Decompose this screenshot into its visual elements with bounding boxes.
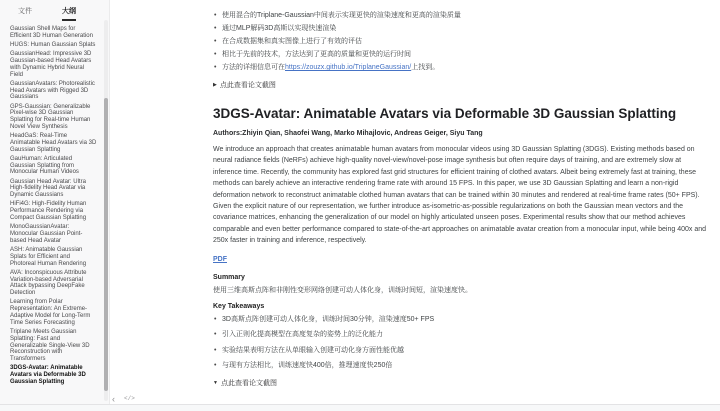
outline-item[interactable]: Triplane Meets Gaussian Splatting: Fast and Generalizable Single-View 3D Reconstruction with Transformers bbox=[10, 328, 90, 363]
sidebar-scrollbar-thumb[interactable] bbox=[104, 98, 108, 391]
paper-authors: Authors:Zhiyin Qian, Shaofei Wang, Marko Mihajlovic, Andreas Geiger, Siyu Tang bbox=[213, 130, 483, 137]
main-content bbox=[111, 0, 720, 404]
outline-item[interactable]: GaussianHead: Impressive 3D Gaussian-based Head Avatars with Dynamic Hybrid Neural Field bbox=[10, 51, 92, 78]
outline-item-active[interactable]: 3DGS-Avatar: Animatable Avatars via Deformable 3D Gaussian Splatting bbox=[10, 365, 86, 385]
bottom-status-strip bbox=[0, 404, 720, 411]
triangle-right-icon: ▶ bbox=[213, 82, 217, 88]
code-icon[interactable]: </> bbox=[124, 395, 135, 402]
outline-item[interactable]: Gaussian Head Avatar: Ultra High-fidelity Head Avatar via Dynamic Gaussians bbox=[10, 178, 86, 199]
summary-text: 使用三维高斯点阵和非刚性变形网络创建可动人体化身，训练时间短，渲染速度快。 bbox=[213, 286, 472, 294]
link-bullet-prefix: 方法的详细信息可在 bbox=[222, 64, 285, 71]
chevron-left-icon[interactable]: ‹ bbox=[112, 393, 115, 404]
link-bullet-suffix: 上找到。 bbox=[411, 64, 440, 71]
outline-item[interactable]: HiFi4G: High-Fidelity Human Performance Rendering via Compact Gaussian Splatting bbox=[10, 201, 87, 222]
triplane-gaussian-link[interactable]: https://zouzx.github.io/TriplaneGaussian/ bbox=[285, 64, 412, 71]
screenshots-toggle-collapsed[interactable] bbox=[213, 80, 710, 90]
takeaway-item: • 引入正则化提高模型在高度复杂的姿势上的泛化能力 bbox=[213, 331, 710, 339]
takeaway-item: • 3D高斯点阵创建可动人体化身，训练时间30分钟，渲染速度50+ FPS bbox=[213, 316, 710, 324]
bullet-item: • 使用混合的Triplane-Gaussian中间表示实现更快的渲染速度和更高的渲染质量 bbox=[213, 9, 710, 22]
screenshots-toggle-label: 点此查看论文截图 bbox=[220, 379, 277, 387]
sidebar-scrollbar[interactable] bbox=[104, 20, 108, 401]
outline-item[interactable]: GaussianAvatars: Photorealistic Head Avatars with Rigged 3D Gaussians bbox=[10, 80, 95, 101]
previous-paper-bullets bbox=[213, 9, 710, 74]
bullet-item: • 相比于先前的技术，方法达到了更高的质量和更快的运行时间 bbox=[213, 48, 710, 61]
bullet-item-with-link bbox=[213, 61, 710, 74]
footer-toolbar bbox=[112, 395, 135, 402]
outline-item[interactable]: GPS-Gaussian: Generalizable Pixel-wise 3D Gaussian Splatting for Real-time Human Novel View Synthesis bbox=[10, 103, 91, 130]
key-takeaways-heading: Key Takeaways bbox=[213, 302, 265, 310]
outline-item[interactable]: HeadGaS: Real-Time Animatable Head Avatars via 3D Gaussian Splatting bbox=[10, 133, 97, 153]
outline-item[interactable]: MonoGaussianAvatar: Monocular Gaussian Point-based Head Avatar bbox=[10, 224, 83, 244]
outline-item[interactable]: AVA: Inconspicuous Attribute Variation-based Adversarial Attack bypassing DeepFake Detection bbox=[10, 269, 87, 297]
tab-outline[interactable]: 大纲 bbox=[62, 6, 76, 21]
outline-item[interactable]: Learning from Polar Representation: An Extreme-Adaptive Model for Long-Term Time Series Forecasting bbox=[10, 299, 91, 326]
paper-abstract: We introduce an approach that creates animatable human avatars from monocular videos using 3D Gaussian Splatting (3DGS). Existing methods based on neural radiance fields (NeRFs) achieve high-quality novel-view/novel-pose image synthesis but often require days of training, and are extremely slow at inference time. Recently, the community has explored fast grid structures for efficient training of clothed avatars. Albeit being extremely fast at training, these methods can barely achieve an interactive rendering frame rate with around 15 FPS. In this paper, we use 3D Gaussian Splatting and learn a non-rigid deformation network to reconstruct animatable clothed human avatars that can be trained within 30 minutes and rendered at real-time frame rates (50+ FPS). Given the explicit nature of our representation, we further introduce as-isometric-as-possible regularizations on both the Gaussian mean vectors and the covariance matrices, enhancing the generalization of our model on highly articulated unseen poses. Experimental results show that our method achieves comparable and even better performance compared to state-of-the-art approaches on animatable avatar creation from a monocular input, while being 400x and 250x faster in training and inference, respectively. bbox=[213, 146, 707, 245]
takeaway-item: • 实验结果表明方法在从单眼输入创建可动化身方面性能优越 bbox=[213, 347, 710, 355]
summary-heading: Summary bbox=[213, 273, 245, 281]
screenshots-toggle-expanded[interactable] bbox=[213, 378, 710, 388]
bullet-item: • 通过MLP解码3D高斯以实现快速渲染 bbox=[213, 22, 710, 35]
screenshots-toggle-label: 点此查看论文截图 bbox=[219, 82, 276, 89]
outline-item[interactable]: GauHuman: Articulated Gaussian Splatting from Monocular Human Videos bbox=[10, 155, 79, 176]
triangle-down-icon: ▼ bbox=[213, 379, 218, 386]
tab-files[interactable]: 文件 bbox=[18, 8, 32, 15]
sidebar-tabs bbox=[0, 0, 109, 21]
outline-list bbox=[0, 21, 109, 386]
pdf-link[interactable]: PDF bbox=[213, 255, 227, 263]
takeaway-item: • 与现有方法相比，训练速度快400倍，推理速度快250倍 bbox=[213, 362, 710, 370]
outline-item[interactable]: ASH: Animatable Gaussian Splats for Efficient and Photoreal Human Rendering bbox=[10, 247, 87, 267]
outline-item[interactable]: Gaussian Shell Maps for Efficient 3D Human Generation bbox=[10, 26, 93, 39]
bullet-item: • 在合成数据集和真实图像上进行了有效的评估 bbox=[213, 35, 710, 48]
key-takeaways-list bbox=[213, 316, 710, 371]
paper-title: 3DGS-Avatar: Animatable Avatars via Deformable 3D Gaussian Splatting bbox=[213, 106, 677, 121]
sidebar bbox=[0, 0, 110, 404]
outline-item[interactable]: HUGS: Human Gaussian Splats bbox=[10, 41, 96, 48]
